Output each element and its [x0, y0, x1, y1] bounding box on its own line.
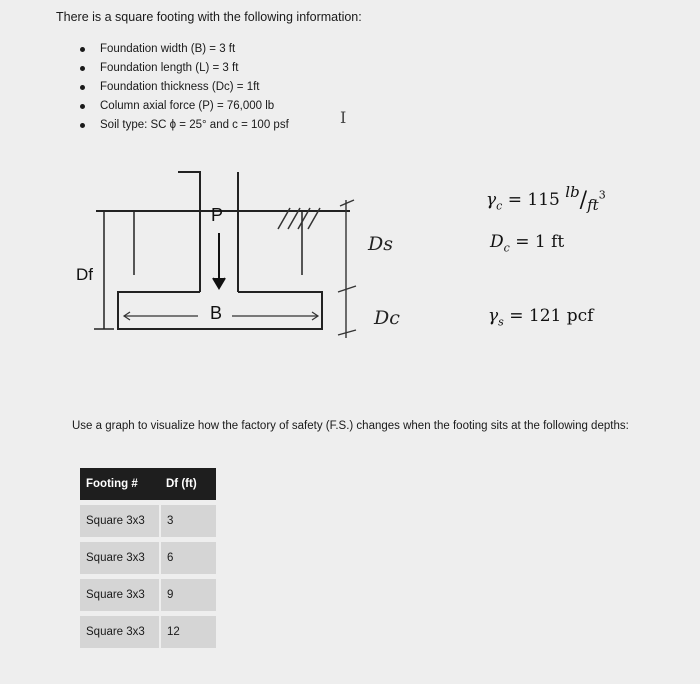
- list-item: Foundation thickness (Dc) = 1ft: [78, 78, 289, 97]
- label-dc: Dc: [374, 307, 400, 329]
- dc-value: = 1 ft: [515, 232, 565, 252]
- gamma-c-unit-den: ft: [587, 196, 599, 214]
- intro-text: There is a square footing with the following information:: [56, 10, 362, 24]
- list-item: Foundation length (L) = 3 ft: [78, 59, 289, 78]
- label-p: P: [211, 205, 224, 225]
- label-b: B: [210, 303, 223, 323]
- label-ds: Ds: [368, 233, 393, 255]
- header-df: Df (ft): [160, 468, 216, 503]
- cell-footing: Square 3x3: [80, 577, 160, 614]
- cell-df: 9: [160, 577, 216, 614]
- header-footing: Footing #: [80, 468, 160, 503]
- list-item: Column axial force (P) = 76,000 lb: [78, 97, 289, 116]
- table-header-row: [80, 468, 216, 503]
- table-row: [80, 540, 216, 577]
- question-text: Use a graph to visualize how the factory of safety (F.S.) changes when the footing sits at the following depths:: [72, 420, 629, 432]
- df-dimension: [94, 211, 114, 329]
- dc-equation: $D_c = 1$ ft: [490, 232, 565, 255]
- gamma-s-equation: $\gamma_s = 121$ pcf: [488, 306, 594, 329]
- table-row: [80, 503, 216, 540]
- p-arrow: [213, 233, 225, 288]
- label-df: Df: [76, 265, 93, 284]
- gamma-c-value: = 115: [507, 190, 560, 210]
- cell-footing: Square 3x3: [80, 540, 160, 577]
- gamma-c-unit-num: lb: [565, 183, 580, 201]
- list-item: Foundation width (B) = 3 ft: [78, 40, 289, 59]
- table-row: [80, 577, 216, 614]
- table-row: [80, 614, 216, 649]
- cell-df: 6: [160, 540, 216, 577]
- cell-df: 12: [160, 614, 216, 649]
- cell-footing: Square 3x3: [80, 614, 160, 649]
- list-item: Soil type: SC ϕ = 25° and c = 100 psf: [78, 116, 289, 135]
- gamma-c-unit-exp: 3: [598, 188, 606, 202]
- gamma-c-equation: $\gamma_c = 115$ $lb/ft^3$: [486, 183, 606, 214]
- footing-depth-table: [80, 468, 216, 648]
- text-cursor-icon: I: [340, 108, 347, 127]
- gamma-s-value: = 121 pcf: [509, 306, 594, 326]
- cell-footing: Square 3x3: [80, 503, 160, 540]
- column-left-edge: [178, 172, 200, 211]
- cell-df: 3: [160, 503, 216, 540]
- ds-dc-dimension: [338, 200, 356, 338]
